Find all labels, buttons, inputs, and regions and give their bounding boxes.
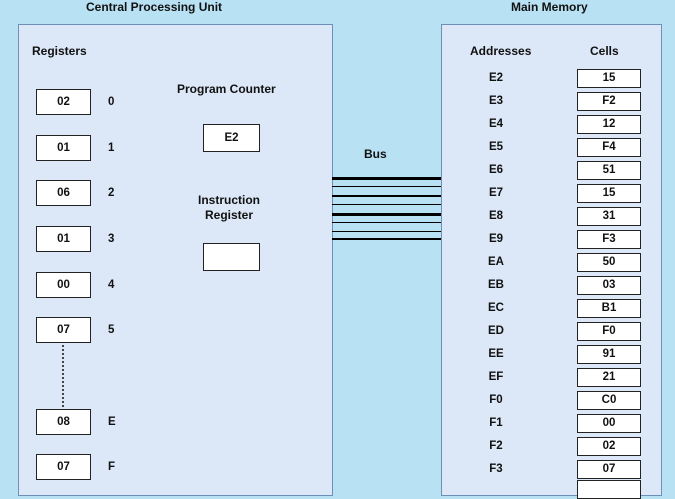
cell-ef: 21: [577, 368, 641, 387]
cell-f3: 07: [577, 460, 641, 479]
addresses-header: Addresses: [470, 44, 532, 58]
register-index-3: 3: [108, 233, 115, 245]
cell-f2: 02: [577, 437, 641, 456]
cell-e6: 51: [577, 161, 641, 180]
address-f3: F3: [489, 463, 503, 475]
program-counter-label: Program Counter: [177, 82, 276, 96]
address-e2: E2: [488, 72, 504, 84]
address-f1: F1: [489, 417, 503, 429]
registers-label: Registers: [32, 44, 87, 58]
cell-ed: F0: [577, 322, 641, 341]
address-ee: EE: [488, 348, 504, 360]
address-eb: EB: [488, 279, 504, 291]
cell-ea: 50: [577, 253, 641, 272]
register-index-e: E: [108, 416, 116, 428]
bus-line-1: [332, 177, 442, 180]
address-f2: F2: [489, 440, 503, 452]
register-box-3: 01: [36, 226, 91, 252]
cell-eb: 03: [577, 276, 641, 295]
register-box-5: 07: [36, 317, 91, 343]
register-box-1: 01: [36, 135, 91, 161]
address-e5: E5: [488, 141, 504, 153]
register-index-0: 0: [108, 96, 115, 108]
cell-e2: 15: [577, 69, 641, 88]
register-box-2: 06: [36, 180, 91, 206]
register-box-0: 02: [36, 89, 91, 115]
instruction-register-label-line1: Instruction: [198, 193, 260, 207]
cell-e3: F2: [577, 92, 641, 111]
address-e6: E6: [488, 164, 504, 176]
cell-partial: [577, 480, 641, 499]
bus-line-7: [332, 231, 442, 232]
register-index-2: 2: [108, 187, 115, 199]
program-counter-box: E2: [203, 124, 260, 152]
cell-e8: 31: [577, 207, 641, 226]
cell-f1: 00: [577, 414, 641, 433]
address-ed: ED: [488, 325, 504, 337]
register-index-f: F: [108, 461, 116, 473]
cell-ec: B1: [577, 299, 641, 318]
register-index-5: 5: [108, 324, 115, 336]
cell-ee: 91: [577, 345, 641, 364]
bus-line-4: [332, 204, 442, 205]
register-ellipsis: [62, 345, 64, 407]
cell-e7: 15: [577, 184, 641, 203]
instruction-register-box: [203, 243, 260, 271]
bus-line-2: [332, 186, 442, 187]
cell-e9: F3: [577, 230, 641, 249]
address-e8: E8: [488, 210, 504, 222]
bus-line-5: [332, 213, 442, 216]
instruction-register-label-line2: Register: [205, 208, 254, 222]
bus-line-8: [332, 238, 442, 240]
address-f0: F0: [489, 394, 503, 406]
address-ea: EA: [488, 256, 504, 268]
register-box-4: 00: [36, 272, 91, 298]
register-box-e: 08: [36, 409, 91, 435]
cell-f0: C0: [577, 391, 641, 410]
bus-line-3: [332, 195, 442, 197]
register-index-4: 4: [108, 279, 115, 291]
cell-e5: F4: [577, 138, 641, 157]
address-e7: E7: [488, 187, 504, 199]
cells-header: Cells: [590, 44, 619, 58]
address-ef: EF: [488, 371, 504, 383]
address-e3: E3: [488, 95, 504, 107]
register-index-1: 1: [108, 142, 115, 154]
address-e4: E4: [488, 118, 504, 130]
cell-e4: 12: [577, 115, 641, 134]
bus-line-6: [332, 222, 442, 223]
bus-label: Bus: [364, 147, 387, 161]
memory-title: Main Memory: [511, 0, 588, 14]
address-ec: EC: [488, 302, 504, 314]
cpu-title: Central Processing Unit: [86, 0, 223, 14]
address-e9: E9: [488, 233, 504, 245]
register-box-f: 07: [36, 454, 91, 480]
